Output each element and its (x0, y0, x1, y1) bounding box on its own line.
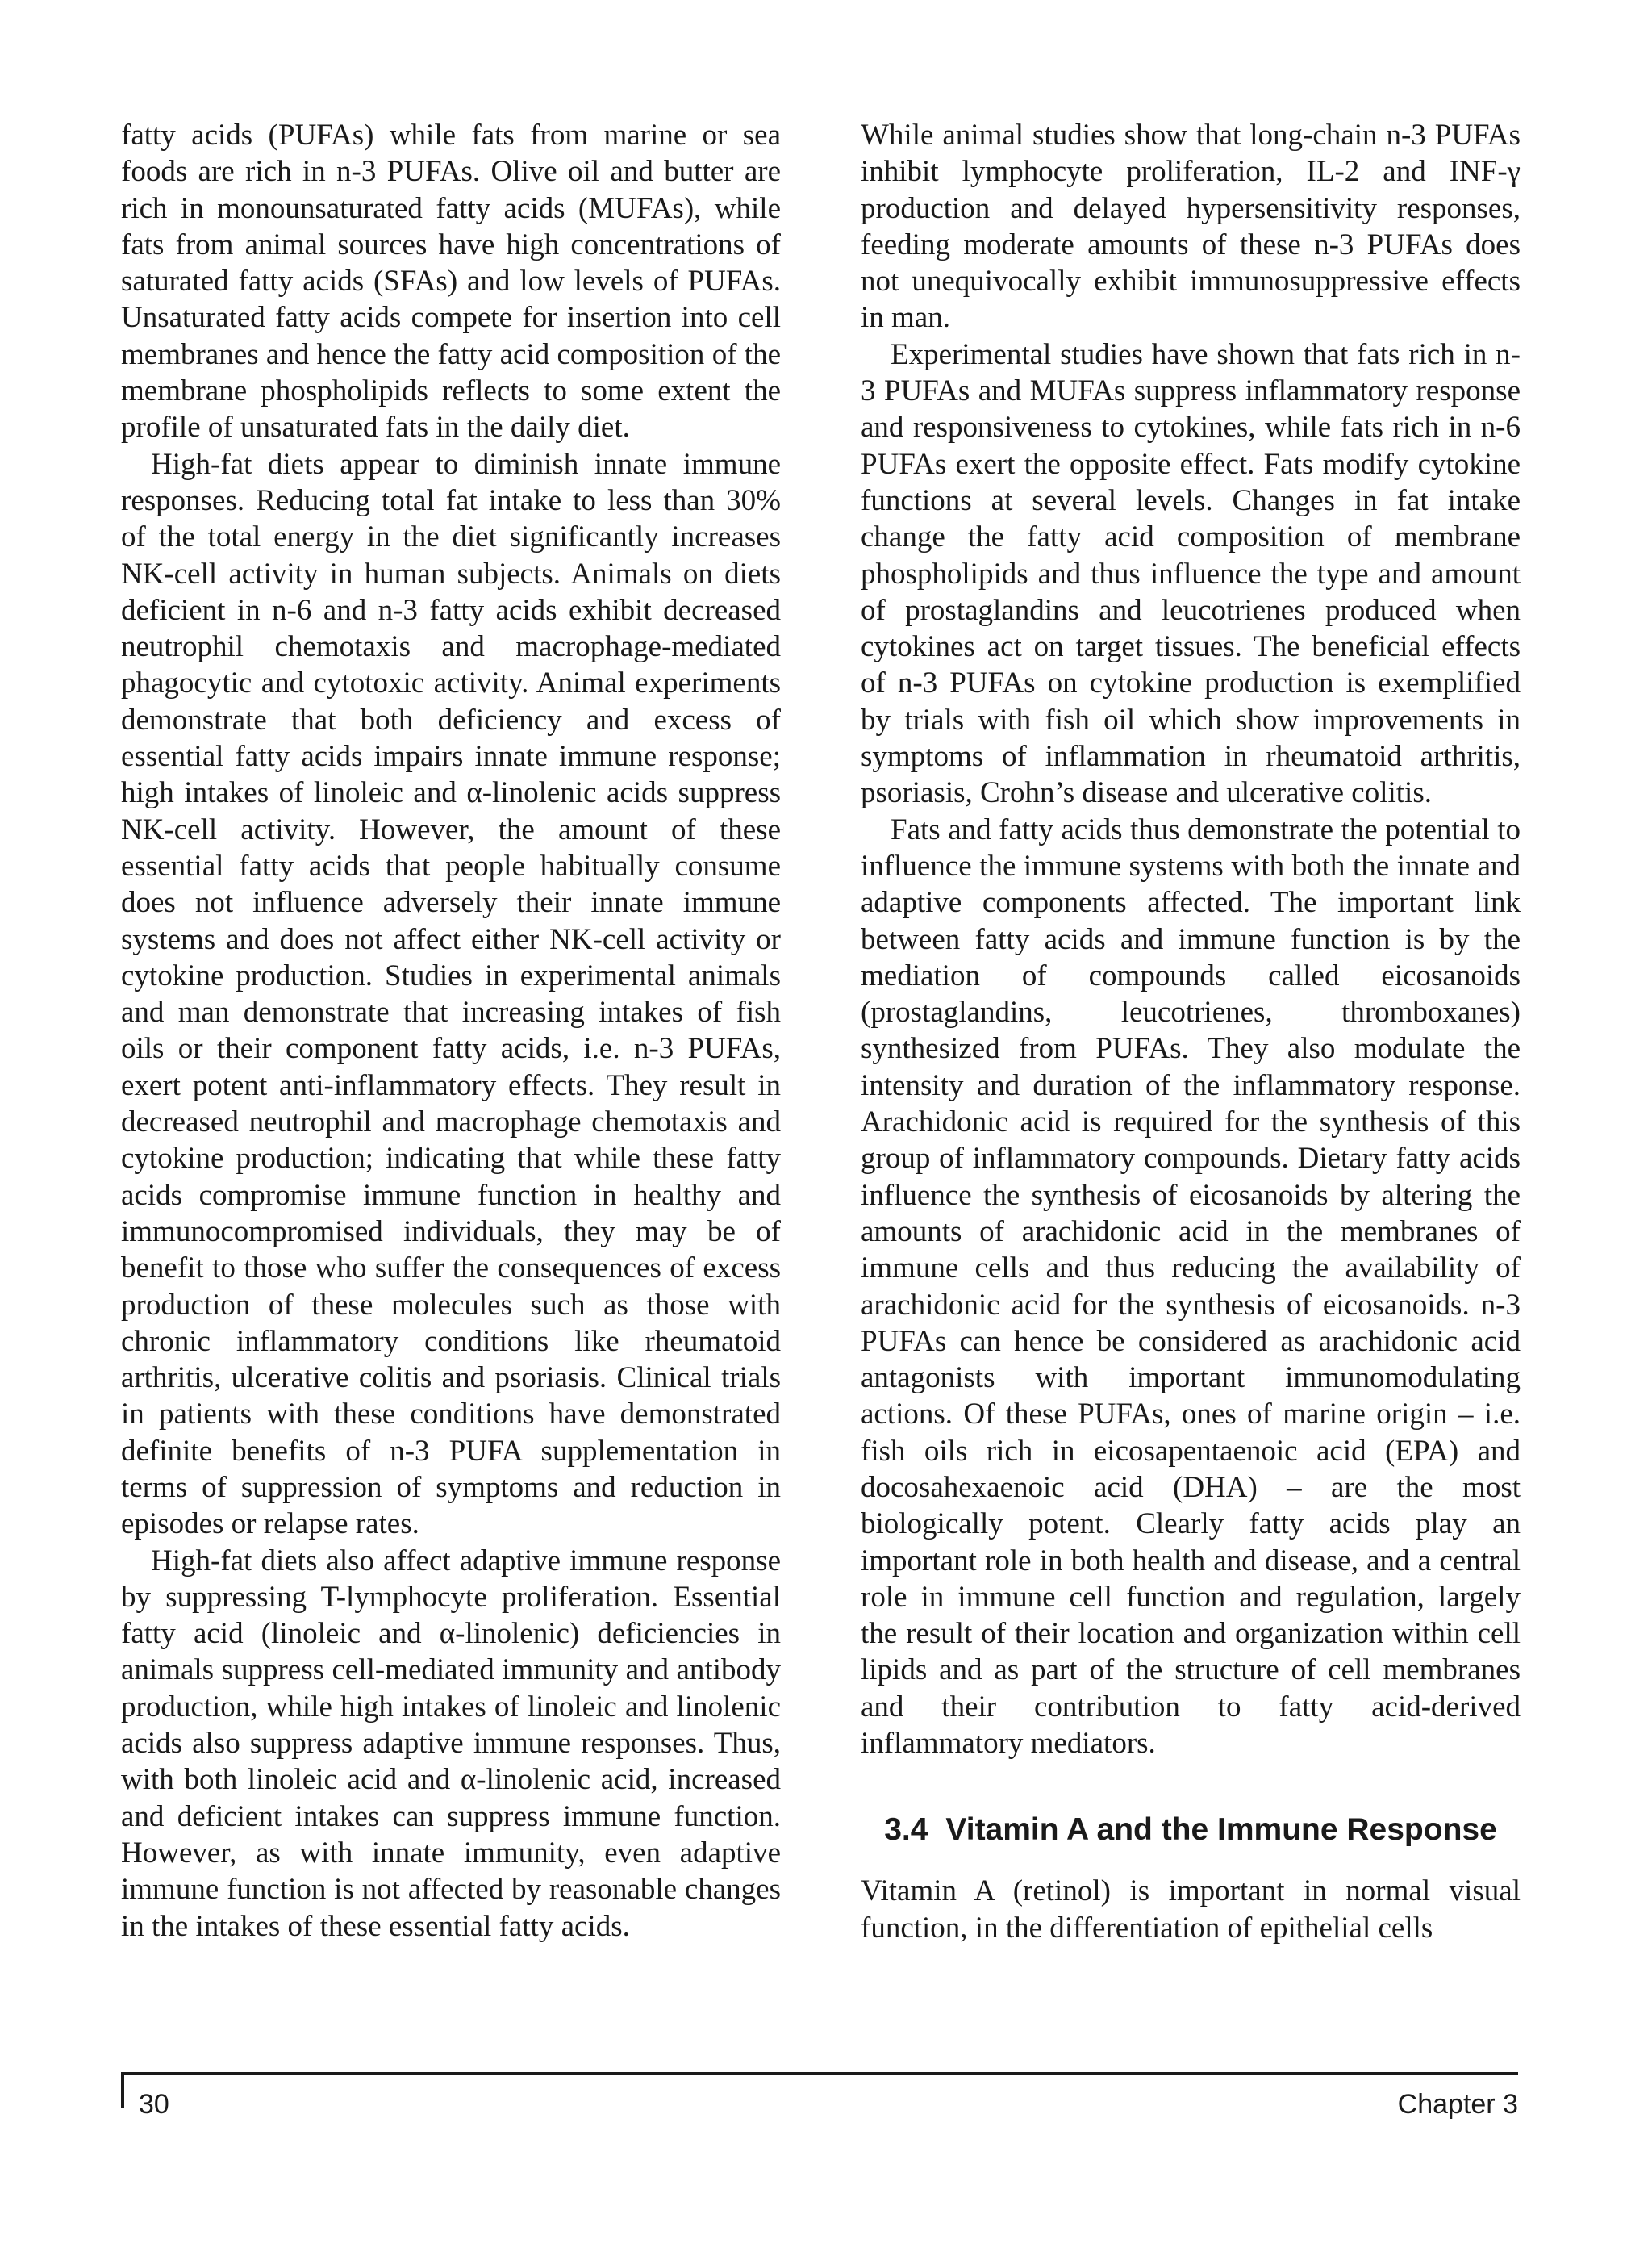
right-column (861, 117, 1521, 1946)
right-paragraph-2: Experimental studies have shown that fats rich in n-3 PUFAs and MUFAs suppress inflammatory response and responsiveness to cytokines, while fats rich in n-6 PUFAs exert the opposite effect. Fats modify cytokine functions at several levels. Changes in fat intake change the fatty acid composition of membrane phospholipids and thus influence the type and amount of prostaglandins and leucotrienes produced when cytokines act on target tissues. The beneficial effects of n-3 PUFAs on cytokine production is exemplified by trials with fish oil which show improvements in symptoms of inflammation in rheumatoid arthritis, psoriasis, Crohn’s disease and ulcerative colitis. (861, 337, 1521, 810)
right-paragraph-3: Fats and fatty acids thus demonstrate the potential to influence the immune systems with both the innate and adaptive components affected. The important link between fatty acids and immune function is by the mediation of compounds called eicosanoids (prostaglandins, leucotrienes, thromboxanes) synthesized from PUFAs. They also modulate the intensity and duration of the inflammatory response. Arachidonic acid is required for the synthesis of this group of inflammatory compounds. Dietary fatty acids influence the synthesis of eicosanoids by altering the amounts of arachidonic acid in the membranes of immune cells and thus reducing the availability of arachidonic acid for the synthesis of eicosanoids. n-3 PUFAs can hence be considered as arachidonic acid antagonists with important immunomodulating actions. Of these PUFAs, ones of marine origin – i.e. fish oils rich in eicosapentaenoic acid (EPA) and docosahexaenoic acid (DHA) – are the most biologically potent. Clearly fatty acids play an important role in both health and disease, and a central role in immune cell function and regulation, largely the result of their location and organization within cell lipids and as part of the structure of cell membranes and their contribution to fatty acid-derived inflammatory mediators. (861, 813, 1521, 1761)
section-title: Vitamin A and the Immune Response (945, 1812, 1497, 1848)
left-column (121, 117, 781, 1945)
right-paragraph-1: While animal studies show that long-chain n-3 PUFAs inhibit lymphocyte proliferation, IL-2 and INF-γ production and delayed hypersensitivity responses, feeding moderate amounts of these n-3 PUFAs does not unequivocally exhibit immunosuppressive effects in man. (861, 119, 1521, 335)
chapter-label: Chapter 3 (1397, 2089, 1518, 2120)
section-heading (861, 1811, 1521, 1849)
left-paragraph-3: High-fat diets also affect adaptive immune response by suppressing T-lymphocyte proliferation. Essential fatty acid (linoleic and α-linolenic) deficiencies in animals suppress cell-mediated immunity and antibody production, while high intakes of linoleic and linolenic acids also suppress adaptive immune responses. Thus, with both linoleic acid and α-linolenic acid, increased and deficient intakes can suppress immune function. However, as with innate immunity, even adaptive immune function is not affected by reasonable changes in the intakes of these essential fatty acids. (121, 1544, 781, 1943)
right-paragraph-4: Vitamin A (retinol) is important in normal visual function, in the differentiation of epithelial cells (861, 1874, 1521, 1945)
footer-rule-hook (121, 2072, 124, 2108)
section-number: 3.4 (884, 1812, 928, 1848)
left-paragraph-1: fatty acids (PUFAs) while fats from marine or sea foods are rich in n-3 PUFAs. Olive oil and butter are rich in monounsaturated fatty acids (MUFAs), while fats from animal sources have high concentrations of saturated fatty acids (SFAs) and low levels of PUFAs. Unsaturated fatty acids compete for insertion into cell membranes and hence the fatty acid composition of the membrane phospholipids reflects to some extent the profile of unsaturated fats in the daily diet. (121, 119, 781, 445)
left-paragraph-2: High-fat diets appear to diminish innate immune responses. Reducing total fat intake to less than 30% of the total energy in the diet significantly increases NK-cell activity in human subjects. Animals on diets deficient in n-6 and n-3 fatty acids exhibit decreased neutrophil chemotaxis and macrophage-mediated phagocytic and cytotoxic activity. Animal experiments demonstrate that both deficiency and excess of essential fatty acids impairs innate immune response; high intakes of linoleic and α-linolenic acids suppress NK-cell activity. However, the amount of these essential fatty acids that people habitually consume does not influence adversely their innate immune systems and does not affect either NK-cell activity or cytokine production. Studies in experimental animals and man demonstrate that increasing intakes of fish oils or their component fatty acids, i.e. n-3 PUFAs, exert potent anti-inflammatory effects. They result in decreased neutrophil and macrophage chemotaxis and cytokine production; indicating that while these fatty acids compromise immune function in healthy and immunocompromised individuals, they may be of benefit to those who suffer the consequences of excess production of these molecules such as those with chronic inflammatory conditions like rheumatoid arthritis, ulcerative colitis and psoriasis. Clinical trials in patients with these conditions have demonstrated definite benefits of n-3 PUFA supplementation in terms of suppression of symptoms and reduction in episodes or relapse rates. (121, 447, 781, 1541)
footer-rule (121, 2072, 1518, 2075)
page-number: 30 (139, 2089, 169, 2120)
